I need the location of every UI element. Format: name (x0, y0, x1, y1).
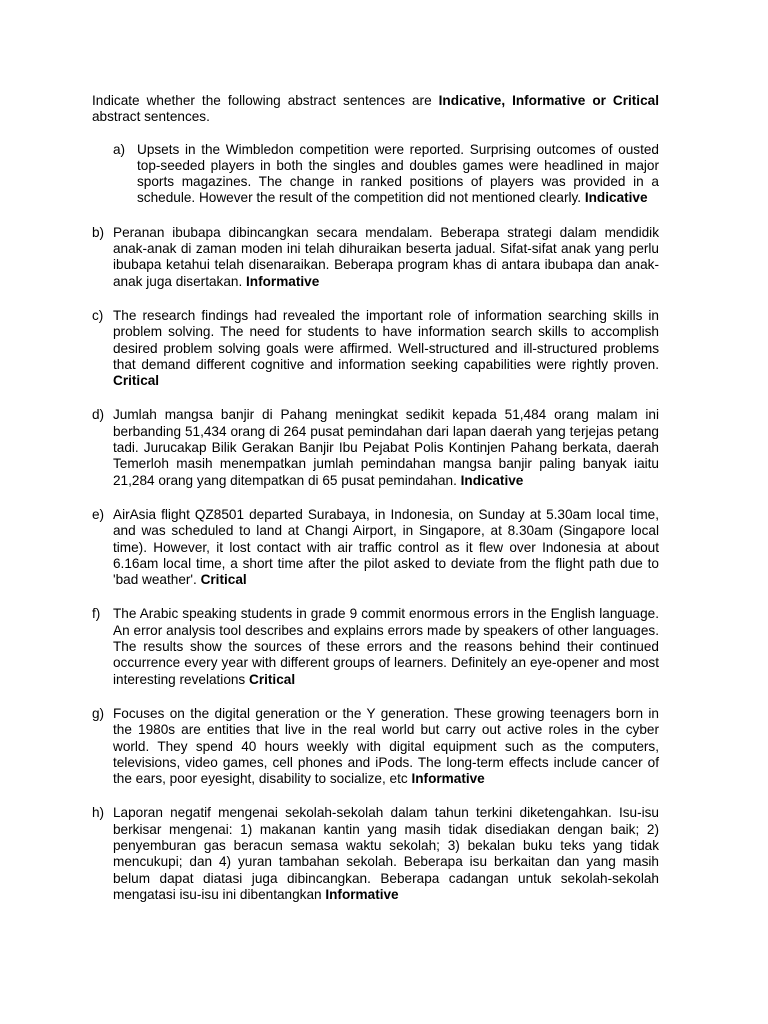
item-text: AirAsia flight QZ8501 departed Surabaya, in Indonesia, on Sunday at 5.30am local time, and was scheduled to land at Changi Airport, in Singapore, at 8.30am (Singapore local time). However, it lost contact with air traffic control as it flew over Indonesia at about 6.16am local time, a short time after the pilot asked to deviate from the flight path due to 'bad weather'. (113, 506, 659, 588)
question-item-d (92, 407, 659, 488)
item-answer: Informative (411, 771, 485, 787)
item-text: Jumlah mangsa banjir di Pahang meningkat sedikit kepada 51,484 orang malam ini berbanding 51,434 orang di 264 pusat pemindahan dari lapan daerah yang terjejas petang tadi. Jurucakap Bilik Gerakan Banjir Ibu Pejabat Polis Kontinjen Pahang berkata, daerah Temerloh masih menempatkan jumlah pemindahan mangsa banjir paling banyak iaitu 21,284 orang yang ditempatkan di 65 pusat pemindahan. (113, 407, 659, 488)
item-answer: Indicative (584, 190, 648, 206)
item-text: Upsets in the Wimbledon competition were reported. Surprising outcomes of ousted top-seeded players in both the singles and doubles games were headlined in major sports magazines. The change in ranked positions of players was provided in a schedule. However the result of the competition did not mentioned clearly. (137, 141, 659, 206)
question-item-e (92, 507, 659, 588)
question-item-g (92, 706, 659, 787)
item-answer: Critical (200, 572, 247, 588)
question-item-a (113, 142, 659, 207)
question-item-c (92, 308, 659, 389)
item-label: h) (92, 805, 105, 821)
instruction-suffix: abstract sentences. (92, 109, 210, 125)
item-label: f) (92, 606, 101, 622)
instruction-text (92, 93, 659, 126)
item-answer: Informative (246, 273, 320, 289)
item-label: g) (92, 705, 105, 721)
item-text: Laporan negatif mengenai sekolah-sekolah dalam tahun terkini diketengahkan. Isu-isu berkisar mengenai: 1) makanan kantin yang masih tidak disediakan dengan baik; 2) penyemburan gas beracun semasa waktu sekolah; 3) bekalan buku teks yang tidak mencukupi; dan 4) yuran tambahan sekolah. Beberapa isu berkaitan dan yang masih belum dapat diatasi juga dibincangkan. Beberapa cadangan untuk sekolah-sekolah mengatasi isu-isu ini dibentangkan (113, 805, 659, 902)
item-text: Peranan ibubapa dibincangkan secara mendalam. Beberapa strategi dalam mendidik anak-anak di zaman moden ini telah dihuraikan beserta jadual. Sifat-sifat anak yang perlu ibubapa ketahui telah disenaraikan. Beberapa program khas di antara ibubapa dan anak-anak juga disertakan. (113, 224, 659, 289)
instruction-emphasis: Indicative, Informative or Critical (438, 93, 659, 108)
item-label: b) (92, 224, 105, 240)
question-item-f (92, 606, 659, 687)
item-label: d) (92, 407, 105, 423)
worksheet-page (92, 93, 659, 921)
item-text: The research findings had revealed the important role of information searching skills in problem solving. The need for students to have information search skills to accomplish desired problem solving goals were affirmed. Well-structured and ill-structured problems that demand different cognitive and information seeking capabilities were rightly proven. (113, 307, 659, 372)
item-label: c) (92, 307, 104, 323)
question-item-b (92, 225, 659, 290)
item-label: e) (92, 506, 105, 522)
item-answer: Critical (113, 373, 160, 389)
item-text: Focuses on the digital generation or the Y generation. These growing teenagers born in the 1980s are entities that live in the real world but carry out active roles in the cyber world. They spend 40 hours weekly with digital equipment such as the computers, televisions, video games, cell phones and iPods. The long-term effects include cancer of the ears, poor eyesight, disability to socialize, etc (113, 705, 659, 787)
item-label: a) (113, 141, 126, 157)
item-answer: Critical (249, 671, 296, 687)
item-text: The Arabic speaking students in grade 9 commit enormous errors in the English language. An error analysis tool describes and explains errors made by speakers of other languages. The results show the sources of these errors and the reasons behind their continued occurrence every year with different groups of learners. Definitely an eye-opener and most interesting revelations (113, 606, 659, 687)
instruction-prefix: Indicate whether the following abstract sentences are (92, 93, 439, 108)
item-answer: Informative (325, 886, 399, 902)
item-answer: Indicative (460, 472, 524, 488)
question-item-h (92, 805, 659, 903)
